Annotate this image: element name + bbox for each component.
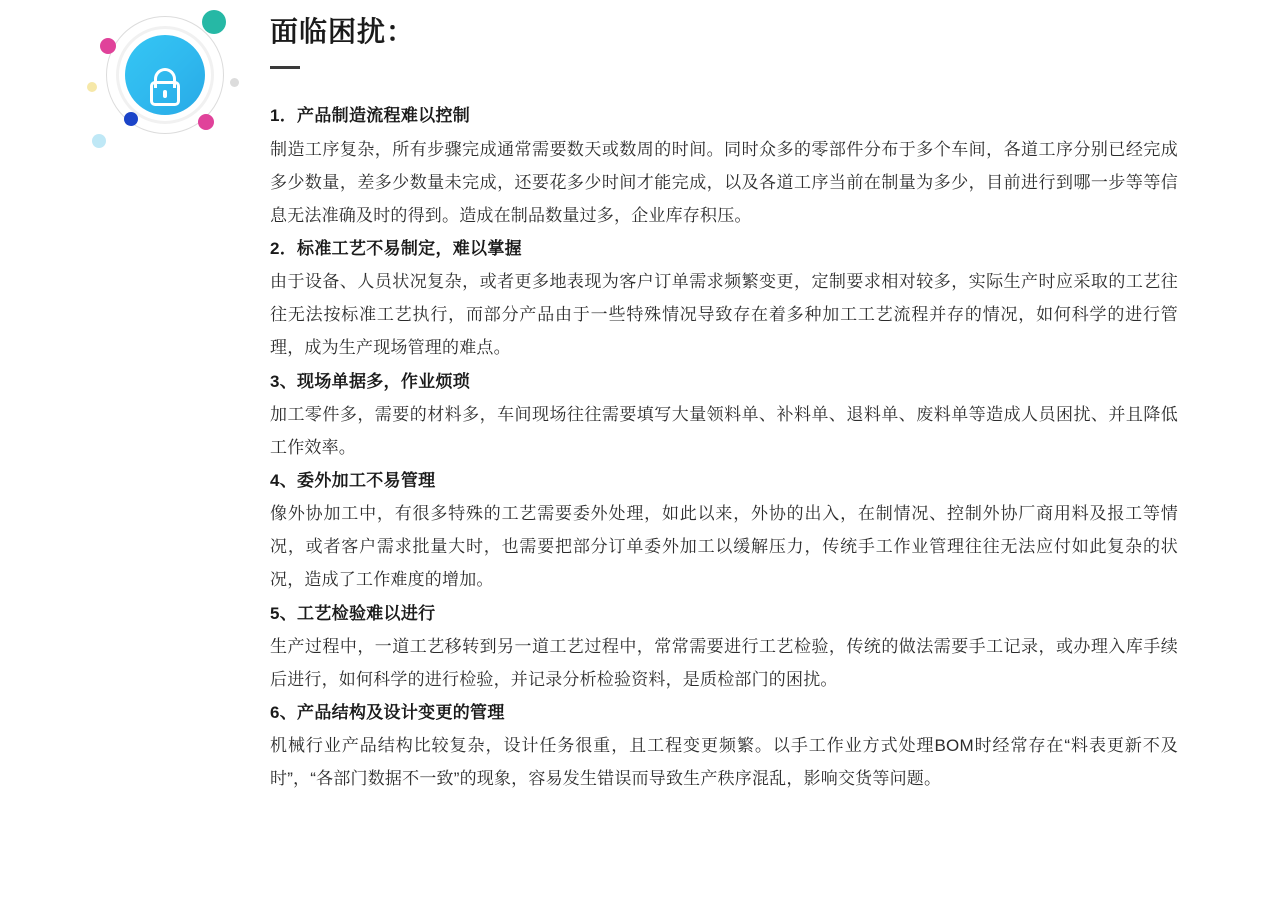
decorative-dot-lightblue — [92, 134, 106, 148]
title-divider — [270, 66, 300, 69]
lock-icon — [125, 35, 205, 115]
item-heading: 6、产品结构及设计变更的管理 — [270, 702, 505, 722]
item-body: 机械行业产品结构比较复杂，设计任务很重，且工程变更频繁。以手工作业方式处理BOM时经常存在“料表更新不及时”，“各部门数据不一致”的现象，容易发生错误而导致生产秩序混乱，影响交货等问题。 — [270, 736, 1178, 789]
lock-body-icon — [150, 81, 180, 106]
decorative-dot-teal — [202, 10, 226, 34]
item-body: 制造工序复杂，所有步骤完成通常需要数天或数周的时间。同时众多的零部件分布于多个车间，各道工序分别已经完成多少数量，差多少数量未完成，还要花多少时间才能完成，以及各道工序当前在制量为多少，目前进行到哪一步等等信息无法准确及时的得到。造成在制品数量过多，企业库存积压。 — [270, 139, 1178, 225]
decorative-dot-pink-bottom — [198, 114, 214, 130]
article-content — [270, 14, 1178, 795]
list-item — [270, 464, 1178, 597]
list-item — [270, 365, 1178, 464]
item-body: 加工零件多，需要的材料多，车间现场往往需要填写大量领料单、补料单、退料单、废料单等造成人员困扰、并且降低工作效率。 — [270, 404, 1178, 457]
lock-illustration — [78, 4, 248, 164]
item-heading: 1．产品制造流程难以控制 — [270, 106, 471, 126]
item-heading: 5、工艺检验难以进行 — [270, 603, 436, 623]
item-heading: 4、委外加工不易管理 — [270, 470, 436, 490]
item-heading: 2．标准工艺不易制定，难以掌握 — [270, 238, 522, 258]
decorative-dot-pink-left — [100, 38, 116, 54]
decorative-dot-gray — [230, 78, 239, 87]
item-body: 像外协加工中，有很多特殊的工艺需要委外处理，如此以来，外协的出入，在制情况、控制外协厂商用料及报工等情况，或者客户需求批量大时，也需要把部分订单委外加工以缓解压力，传统手工作业管理往往无法应付如此复杂的状况，造成了工作难度的增加。 — [270, 504, 1178, 590]
page-title: 面临困扰： — [270, 16, 416, 47]
list-item — [270, 696, 1178, 795]
item-body: 由于设备、人员状况复杂，或者更多地表现为客户订单需求频繁变更，定制要求相对较多，实际生产时应采取的工艺往往无法按标准工艺执行，而部分产品由于一些特殊情况导致存在着多种加工工艺流程并存的情况，如何科学的进行管理，成为生产现场管理的难点。 — [270, 272, 1178, 358]
decorative-dot-blue — [124, 112, 138, 126]
decorative-dot-yellow — [87, 82, 97, 92]
list-item — [270, 99, 1178, 232]
item-heading: 3、现场单据多，作业烦琐 — [270, 371, 471, 391]
list-item — [270, 597, 1178, 696]
list-item — [270, 232, 1178, 365]
item-body: 生产过程中，一道工艺移转到另一道工艺过程中，常常需要进行工艺检验，传统的做法需要手工记录，或办理入库手续后进行，如何科学的进行检验，并记录分析检验资料，是质检部门的困扰。 — [270, 636, 1178, 689]
